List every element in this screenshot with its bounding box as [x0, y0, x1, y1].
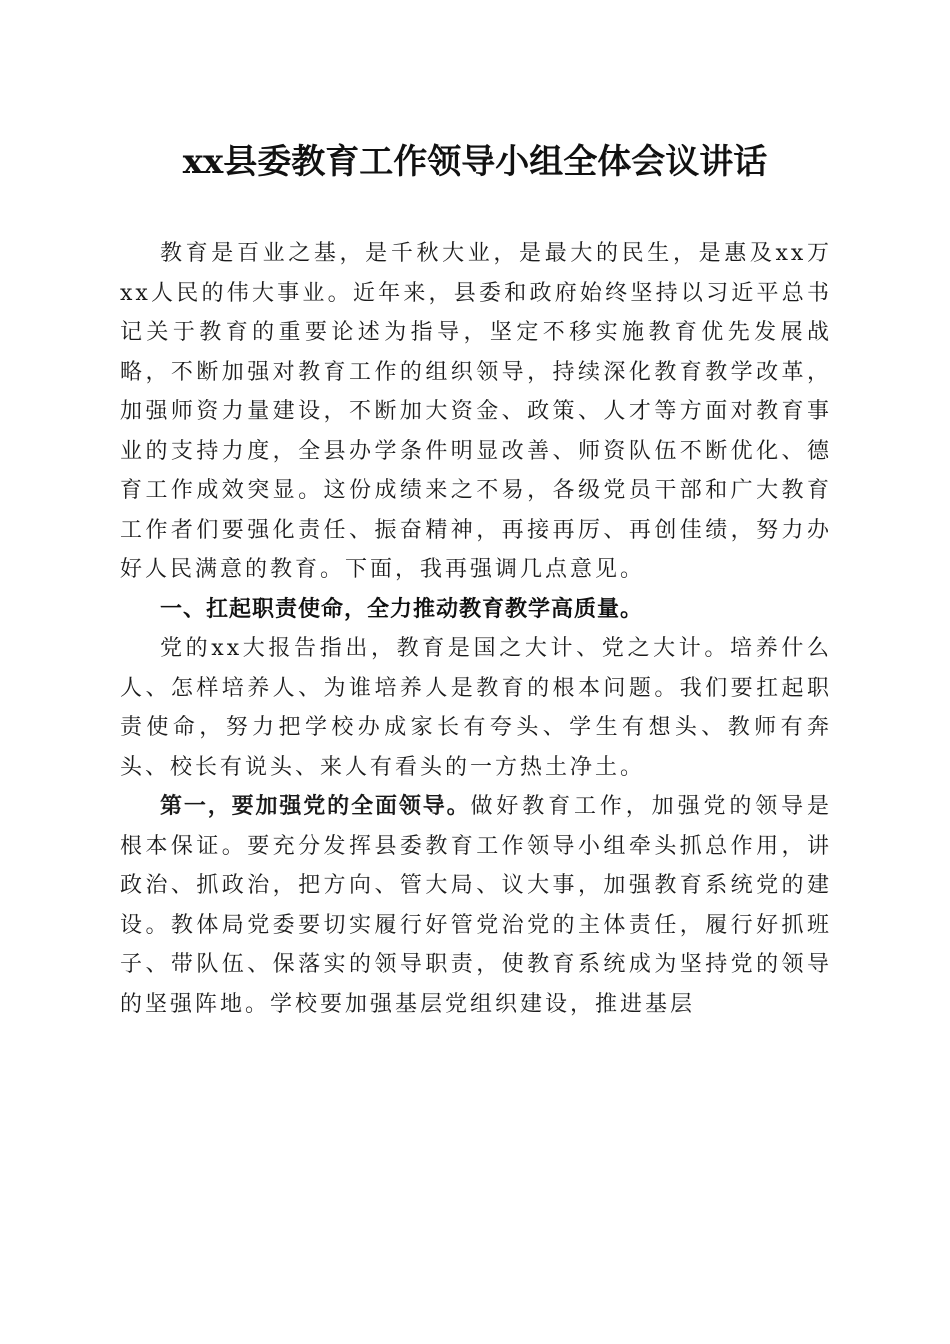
point-1-paragraph — [120, 787, 832, 1024]
section-1-paragraph: 党的xx大报告指出，教育是国之大计、党之大计。培养什么人、怎样培养人、为谁培养人是教育的根本问题。我们要扛起职责使命，努力把学校办成家长有夸头、学生有想头、教师有奔头、校长有说头、来人有看头的一方热土净土。 — [120, 636, 832, 780]
document-title: xx县委教育工作领导小组全体会议讲话 — [182, 142, 768, 182]
point-1-lead: 第一，要加强党的全面领导。 — [160, 794, 471, 819]
point-1-text: 做好教育工作，加强党的领导是根本保证。要充分发挥县委教育工作领导小组牵头抓总作用，讲政治、抓政治，把方向、管大局、议大事，加强教育系统党的建设。教体局党委要切实履行好管党治党的主体责任，履行好抓班子、带队伍、保落实的领导职责，使教育系统成为坚持党的领导的坚强阵地。学校要加强基层党组织建设，推进基层 — [120, 794, 832, 1017]
section-heading-1: 一、扛起职责使命，全力推动教育教学高质量。 — [160, 596, 644, 622]
intro-paragraph: 教育是百业之基，是千秋大业，是最大的民生，是惠及xx万xx人民的伟大事业。近年来，县委和政府始终坚持以习近平总书记关于教育的重要论述为指导，坚定不移实施教育优先发展战略，不断加强对教育工作的组织领导，持续深化教育教学改革，加强师资力量建设，不断加大资金、政策、人才等方面对教育事业的支持力度，全县办学条件明显改善、师资队伍不断优化、德育工作成效突显。这份成绩来之不易，各级党员干部和广大教育工作者们要强化责任、振奋精神，再接再厉、再创佳绩，努力办好人民满意的教育。下面，我再强调几点意见。 — [120, 241, 832, 582]
document-body — [120, 234, 832, 1024]
